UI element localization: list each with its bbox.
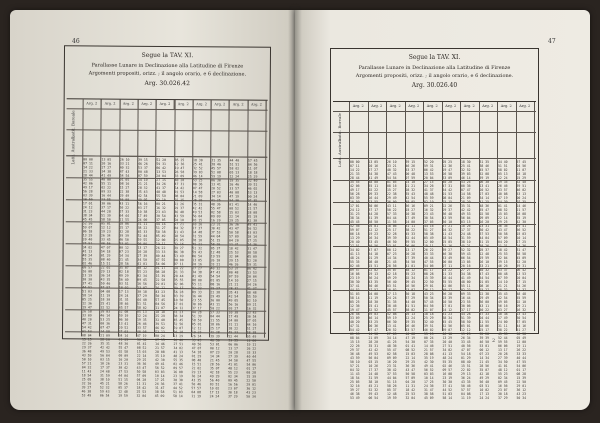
numeric-column-texture: 05 25 12 36 19 47 26 58 33 09 40 20 47 31 54 42 01 53 08 04 15 15 22 26 29 37 36 48 43 59 50 10 57 21 04 32 11 43 18 54 25 05 32 16 39 27 46 38 53 49 00 00 07 11 14 22 21 33 28 44 35 55 42 06 49 17 56 28 03 39 10 50 17 01 24 12 31 23 38 34 45 45 52 56 59 07 06 18 13 29 20 40 27 51 34 02 41 13 48 24 55 35 02 46 09 57 16 08 23 19 30 30 37 41 44 52 51 03 58 14 [173, 158, 185, 399]
right-table-title: Segue la TAV. XI. [408, 54, 461, 61]
column-header: Arg. 2 [479, 102, 499, 111]
column-header: Arg. 2 [101, 100, 120, 109]
side-label-boreale: Latit. Boreale [70, 110, 76, 139]
column-header: Arg. 2 [460, 102, 480, 111]
column-header: Arg. 2 [516, 102, 536, 111]
row-rule [333, 158, 536, 159]
row-rule [66, 129, 267, 131]
left-data-grid [65, 98, 268, 399]
numeric-column-texture: 13 05 20 16 27 27 34 38 41 49 48 00 55 11 02 22 09 33 16 44 23 55 30 06 37 17 44 28 51 39 58 50 05 01 12 12 19 23 26 34 33 45 40 56 47 07 54 18 01 29 08 40 15 51 22 02 29 13 36 24 43 35 50 46 57 57 04 08 11 19 18 30 25 41 32 52 39 03 46 14 53 25 00 36 07 47 14 58 21 09 28 20 35 31 42 42 49 53 56 04 03 15 10 26 17 37 24 48 31 59 38 10 45 21 52 32 59 43 06 54 [99, 157, 112, 398]
numeric-column-texture: 44 40 51 51 58 02 05 13 12 24 19 35 26 46 33 57 40 08 47 19 54 30 01 41 08 52 15 03 22 14 29 25 36 36 43 47 50 58 57 09 04 20 11 31 18 42 25 53 32 04 39 15 46 26 53 37 00 48 07 59 14 10 21 21 28 32 35 43 42 54 49 05 56 16 03 27 10 38 17 49 24 00 31 11 38 22 45 33 52 44 59 55 06 06 13 17 20 28 27 39 34 50 41 01 48 12 55 23 02 34 09 45 16 56 23 07 30 18 37 29 [227, 158, 240, 399]
column-header: Arg. 2 [405, 102, 425, 111]
column-header: Arg. 2 [349, 102, 369, 111]
numeric-column-texture: 26 10 33 21 40 32 47 43 54 54 01 05 08 16 15 27 22 38 29 49 36 00 43 11 50 22 57 33 04 44 11 55 18 06 25 17 32 28 39 39 46 50 53 01 00 12 07 23 14 34 21 45 28 56 35 07 42 18 49 29 56 40 03 51 10 02 17 13 24 24 31 35 38 46 45 57 52 08 59 19 06 30 13 41 20 52 27 03 34 14 41 25 48 36 55 47 02 58 09 09 16 20 23 31 30 42 37 53 44 04 51 15 58 26 05 37 12 48 19 59 [118, 157, 130, 398]
book-gutter [288, 10, 302, 410]
column-rule [264, 101, 267, 338]
column-header: Arg. 2 [211, 100, 230, 109]
right-table-subtitle-1: Parallasse Lunare in Declinazione alla Latitudine di Firenze [358, 65, 511, 72]
right-page-footer-mark: 2 [492, 338, 496, 344]
column-header: Arg. 2 [368, 102, 388, 111]
numeric-column-texture: 39 15 46 26 53 37 00 48 07 59 14 10 21 21 28 32 35 43 42 54 49 05 56 16 03 27 10 38 17 49 24 00 31 11 38 22 45 33 52 44 59 55 06 06 13 17 20 28 27 39 34 50 41 01 48 12 55 23 02 34 09 45 16 56 23 07 30 18 37 29 44 40 51 51 58 02 05 13 12 24 19 35 26 46 33 57 40 08 47 19 54 30 01 41 08 52 15 03 22 14 29 25 36 36 43 47 50 58 57 09 04 20 11 31 18 42 25 53 32 04 [405, 160, 416, 400]
column-header: Arg. 2 [247, 101, 266, 110]
left-table-argument: Arg. 30.026.42 [144, 80, 190, 88]
column-header: Arg. 2 [137, 100, 156, 109]
right-table-header [331, 54, 538, 89]
numeric-column-texture: 18 30 25 41 32 52 39 03 46 14 53 25 00 36 07 47 14 58 21 09 28 20 35 31 42 42 49 53 56 04 03 15 10 26 17 37 24 48 31 59 38 10 45 21 52 32 59 43 06 54 13 05 20 16 27 27 34 38 41 49 48 00 55 11 02 22 09 33 16 44 23 55 30 06 37 17 44 28 51 39 58 50 05 01 12 12 19 23 26 34 33 45 40 56 47 07 54 18 01 29 08 40 15 51 22 02 29 13 36 24 43 35 50 46 57 57 04 08 11 19 [461, 160, 471, 400]
numeric-column-texture: 05 25 12 36 19 47 26 58 33 09 40 20 47 31 54 42 01 53 08 04 15 15 22 26 29 37 36 48 43 59 50 10 57 21 04 32 11 43 18 54 25 05 32 16 39 27 46 38 53 49 00 00 07 11 14 22 21 33 28 44 35 55 42 06 49 17 56 28 03 39 10 50 17 01 24 12 31 23 38 34 45 45 52 56 59 07 06 18 13 29 20 40 27 51 34 02 41 13 48 24 55 35 02 46 09 57 16 08 23 19 30 30 37 41 44 52 51 03 58 14 [442, 160, 453, 400]
column-header: Arg. 2 [174, 100, 193, 109]
numeric-column-texture: 13 05 20 16 27 27 34 38 41 49 48 00 55 11 02 22 09 33 16 44 23 55 30 06 37 17 44 28 51 39 58 50 05 01 12 12 19 23 26 34 33 45 40 56 47 07 54 18 01 29 08 40 15 51 22 02 29 13 36 24 43 35 50 46 57 57 04 08 11 19 18 30 25 41 32 52 39 03 46 14 53 25 00 36 07 47 14 58 21 09 28 20 35 31 42 42 49 53 56 04 03 15 10 26 17 37 24 48 31 59 38 10 45 21 52 32 59 43 06 54 [368, 160, 379, 400]
column-header: Arg. 2 [497, 102, 517, 111]
numeric-column-texture: 39 15 46 26 53 37 00 48 07 59 14 10 21 21 28 32 35 43 42 54 49 05 56 16 03 27 10 38 17 49 24 00 31 11 38 22 45 33 52 44 59 55 06 06 13 17 20 28 27 39 34 50 41 01 48 12 55 23 02 34 09 45 16 56 23 07 30 18 37 29 44 40 51 51 58 02 05 13 12 24 19 35 26 46 33 57 40 08 47 19 54 30 01 41 08 52 15 03 22 14 29 25 36 36 43 47 50 58 57 09 04 20 11 31 18 42 25 53 32 04 [136, 157, 148, 398]
numeric-column-texture: 57 45 04 56 11 07 18 18 25 29 32 40 39 51 46 02 53 13 00 24 07 35 14 46 21 57 28 08 35 19 42 30 49 41 56 52 03 03 10 14 17 25 24 36 31 47 38 58 45 09 52 20 59 31 06 42 13 53 20 04 27 15 34 26 41 37 48 48 55 59 02 10 09 21 16 32 23 43 30 54 37 05 44 16 51 27 58 38 05 49 12 00 19 11 26 22 33 33 40 44 47 55 54 06 01 17 08 28 15 39 22 50 29 01 36 12 43 23 50 34 [246, 158, 258, 399]
column-header: Arg. 2 [442, 102, 462, 111]
column-header: Arg. 2 [156, 100, 175, 109]
numeric-column-texture: 31 35 38 46 45 57 52 08 59 19 06 30 13 41 20 52 27 03 34 14 41 25 48 36 55 47 02 58 09 09 16 20 23 31 30 42 37 53 44 04 51 15 58 26 05 37 12 48 19 59 26 10 33 21 40 32 47 43 54 54 01 05 08 16 15 27 22 38 29 49 36 00 43 11 50 22 57 33 04 44 11 55 18 06 25 17 32 28 39 39 46 50 53 01 00 12 07 23 14 34 21 45 28 56 35 07 42 18 49 29 56 40 03 51 10 02 17 13 24 24 [479, 160, 490, 400]
numeric-column-texture: 57 45 04 56 11 07 18 18 25 29 32 40 39 51 46 02 53 13 00 24 07 35 14 46 21 57 28 08 35 19 42 30 49 41 56 52 03 03 10 14 17 25 24 36 31 47 38 58 45 09 52 20 59 31 06 42 13 53 20 04 27 15 34 26 41 37 48 48 55 59 02 10 09 21 16 32 23 43 30 54 37 05 44 16 51 27 58 38 05 49 12 00 19 11 26 22 33 33 40 44 47 55 54 06 01 17 08 28 15 39 22 50 29 01 36 12 43 23 50 34 [516, 160, 527, 400]
right-table-argument: Arg. 30.026.40 [411, 82, 458, 90]
left-table-subtitle-2: Argomenti propositi, orizz. ; il angolo orario, e 6 declinazione. [88, 70, 247, 78]
right-page-number: 47 [548, 38, 556, 45]
column-header: Arg. 2 [119, 100, 138, 109]
numeric-column-texture: 26 10 33 21 40 32 47 43 54 54 01 05 08 16 15 27 22 38 29 49 36 00 43 11 50 22 57 33 04 44 11 55 18 06 25 17 32 28 39 39 46 50 53 01 00 12 07 23 14 34 21 45 28 56 35 07 42 18 49 29 56 40 03 51 10 02 17 13 24 24 31 35 38 46 45 57 52 08 59 19 06 30 13 41 20 52 27 03 34 14 41 25 48 36 55 47 02 58 09 09 16 20 23 31 30 42 37 53 44 04 51 15 58 26 05 37 12 48 19 59 [387, 160, 397, 400]
left-page-number: 46 [72, 38, 80, 45]
column-header: Arg. 2 [386, 102, 406, 111]
row-rule [333, 111, 536, 112]
row-rule [67, 108, 268, 110]
column-header: Arg. 2 [229, 100, 248, 109]
right-table-subtitle-2: Argomenti propositi, orizz. ; il angolo orario, e 6 declinazione. [355, 73, 514, 80]
numeric-column-texture: 31 35 38 46 45 57 52 08 59 19 06 30 13 41 20 52 27 03 34 14 41 25 48 36 55 47 02 58 09 09 16 20 23 31 30 42 37 53 44 04 51 15 58 26 05 37 12 48 19 59 26 10 33 21 40 32 47 43 54 54 01 05 08 16 15 27 22 38 29 49 36 00 43 11 50 22 57 33 04 44 11 55 18 06 25 17 32 28 39 39 46 50 53 01 00 12 07 23 14 34 21 45 28 56 35 07 42 18 49 29 56 40 03 51 10 02 17 13 24 24 [209, 158, 221, 399]
numeric-column-texture: 18 30 25 41 32 52 39 03 46 14 53 25 00 36 07 47 14 58 21 09 28 20 35 31 42 42 49 53 56 04 03 15 10 26 17 37 24 48 31 59 38 10 45 21 52 32 59 43 06 54 13 05 20 16 27 27 34 38 41 49 48 00 55 11 02 22 09 33 16 44 23 55 30 06 37 17 44 28 51 39 58 50 05 01 12 12 19 23 26 34 33 45 40 56 47 07 54 18 01 29 08 40 15 51 22 02 29 13 36 24 43 35 50 46 57 57 04 08 11 19 [191, 158, 203, 399]
left-table-title: Segue la TAV. XI. [141, 51, 194, 60]
column-rule [534, 102, 535, 331]
side-label-australe: Latit. Australe [70, 135, 76, 165]
right-table-frame [330, 48, 539, 400]
column-header: Arg. 2 [192, 100, 211, 109]
numeric-column-texture: 52 20 59 31 06 42 13 53 20 04 27 15 34 26 41 37 48 48 55 59 02 10 09 21 16 32 23 43 30 54 37 05 44 16 51 27 58 38 05 49 12 00 19 11 26 22 33 33 40 44 47 55 54 06 01 17 08 28 15 39 22 50 29 01 36 12 43 23 50 34 57 45 04 56 11 07 18 18 25 29 32 40 39 51 46 02 53 13 00 24 07 35 14 46 21 57 28 08 35 19 42 30 49 41 56 52 03 03 10 14 17 25 24 36 31 47 38 58 45 09 [154, 157, 167, 398]
row-rule [333, 132, 536, 133]
side-label-australe: Latit. Australe [337, 138, 342, 168]
numeric-column-texture: 00 00 07 11 14 22 21 33 28 44 35 55 42 06 49 17 56 28 03 39 10 50 17 01 24 12 31 23 38 34 45 45 52 56 59 07 06 18 13 29 20 40 27 51 34 02 41 13 48 24 55 35 02 46 09 57 16 08 23 19 30 30 37 41 44 52 51 03 58 14 05 25 12 36 19 47 26 58 33 09 40 20 47 31 54 42 01 53 08 04 15 15 22 26 29 37 36 48 43 59 50 10 57 21 04 32 11 43 18 54 25 05 32 16 39 27 46 38 53 49 [81, 157, 93, 398]
numeric-column-texture: 00 00 07 11 14 22 21 33 28 44 35 55 42 06 49 17 56 28 03 39 10 50 17 01 24 12 31 23 38 34 45 45 52 56 59 07 06 18 13 29 20 40 27 51 34 02 41 13 48 24 55 35 02 46 09 57 16 08 23 19 30 30 37 41 44 52 51 03 58 14 05 25 12 36 19 47 26 58 33 09 40 20 47 31 54 42 01 53 08 04 15 15 22 26 29 37 36 48 43 59 50 10 57 21 04 32 11 43 18 54 25 05 32 16 39 27 46 38 53 49 [350, 160, 360, 400]
right-data-grid [333, 101, 536, 400]
column-header: Arg. 2 [83, 99, 102, 108]
left-table-frame [62, 45, 271, 399]
numeric-column-texture: 52 20 59 31 06 42 13 53 20 04 27 15 34 26 41 37 48 48 55 59 02 10 09 21 16 32 23 43 30 54 37 05 44 16 51 27 58 38 05 49 12 00 19 11 26 22 33 33 40 44 47 55 54 06 01 17 08 28 15 39 22 50 29 01 36 12 43 23 50 34 57 45 04 56 11 07 18 18 25 29 32 40 39 51 46 02 53 13 00 24 07 35 14 46 21 57 28 08 35 19 42 30 49 41 56 52 03 03 10 14 17 25 24 36 31 47 38 58 45 09 [424, 160, 434, 400]
left-table-subtitle-1: Parallasse Lunare in Declinazione alla Latitudine di Firenze [91, 62, 244, 70]
left-table-header [65, 51, 270, 88]
numeric-column-texture: 44 40 51 51 58 02 05 13 12 24 19 35 26 46 33 57 40 08 47 19 54 30 01 41 08 52 15 03 22 14 29 25 36 36 43 47 50 58 57 09 04 20 11 31 18 42 25 53 32 04 39 15 46 26 53 37 00 48 07 59 14 10 21 21 28 32 35 43 42 54 49 05 56 16 03 27 10 38 17 49 24 00 31 11 38 22 45 33 52 44 59 55 06 06 13 17 20 28 27 39 34 50 41 01 48 12 55 23 02 34 09 45 16 56 23 07 30 18 37 29 [498, 160, 508, 400]
side-label-boreale: Latit. Boreale [337, 113, 342, 141]
column-header: Arg. 2 [423, 102, 443, 111]
